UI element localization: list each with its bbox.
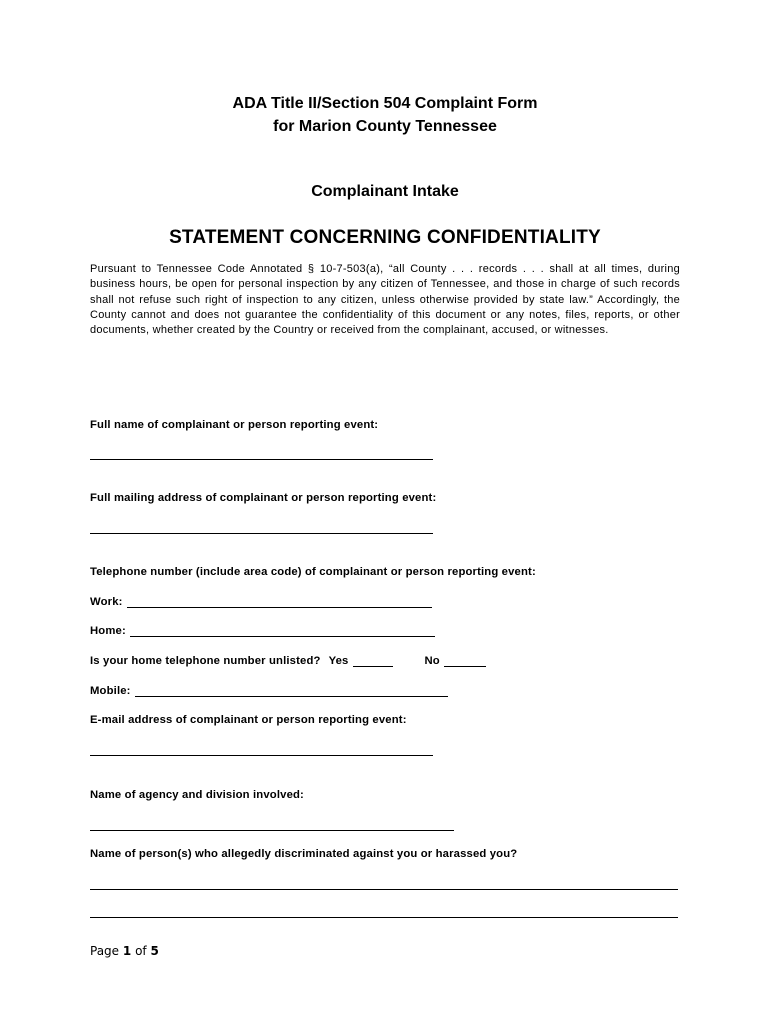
yes-label: Yes (328, 655, 349, 667)
no-field[interactable] (444, 656, 486, 667)
home-phone-label: Home: (90, 625, 126, 637)
mailing-address-field[interactable] (90, 533, 433, 534)
persons-label: Name of person(s) who allegedly discriminated against you or harassed you? (90, 848, 518, 860)
full-name-field[interactable] (90, 459, 433, 460)
mobile-phone-row (90, 685, 448, 697)
email-field[interactable] (90, 755, 433, 756)
yes-field[interactable] (353, 656, 393, 667)
persons-field-1[interactable] (90, 889, 678, 890)
page-indicator (90, 944, 159, 958)
persons-field-2[interactable] (90, 917, 678, 918)
section-subtitle: Complainant Intake (311, 183, 459, 200)
unlisted-row (90, 655, 486, 667)
mobile-phone-label: Mobile: (90, 685, 131, 697)
form-title-line1: ADA Title II/Section 504 Complaint Form (232, 95, 538, 112)
work-phone-label: Work: (90, 596, 123, 608)
email-label: E-mail address of complainant or person reporting event: (90, 714, 407, 726)
form-title-line2: for Marion County Tennessee (273, 118, 497, 135)
of-word: of (135, 944, 147, 958)
agency-label: Name of agency and division involved: (90, 789, 304, 801)
mobile-phone-field[interactable] (135, 686, 448, 697)
work-phone-row (90, 596, 432, 608)
page-number: 1 (122, 944, 132, 958)
telephone-label: Telephone number (include area code) of complainant or person reporting event: (90, 566, 536, 578)
no-label: No (424, 655, 440, 667)
home-phone-field[interactable] (130, 626, 435, 637)
home-phone-row (90, 625, 435, 637)
confidentiality-heading: STATEMENT CONCERNING CONFIDENTIALITY (169, 227, 601, 248)
agency-field[interactable] (90, 830, 454, 831)
page-word: Page (90, 944, 120, 958)
page-total: 5 (150, 944, 159, 958)
work-phone-field[interactable] (127, 597, 432, 608)
full-name-label: Full name of complainant or person reporting event: (90, 419, 379, 431)
mailing-address-label: Full mailing address of complainant or person reporting event: (90, 492, 437, 504)
unlisted-question: Is your home telephone number unlisted? (90, 655, 321, 667)
confidentiality-paragraph: Pursuant to Tennessee Code Annotated § 10-7-503(a), “all County . . . records . . . shall at all times, during business hours, be open for personal inspection by any citizen of Tennessee, and those in charge of such records shall not refuse such right of inspection to any citizen, unless otherwise provided by state law.” Accordingly, the County cannot and does not guarantee the confidentiality of this document or any notes, files, reports, or other documents, whether created by the Country or received from the complainant, accused, or witnesses. (90, 263, 680, 337)
